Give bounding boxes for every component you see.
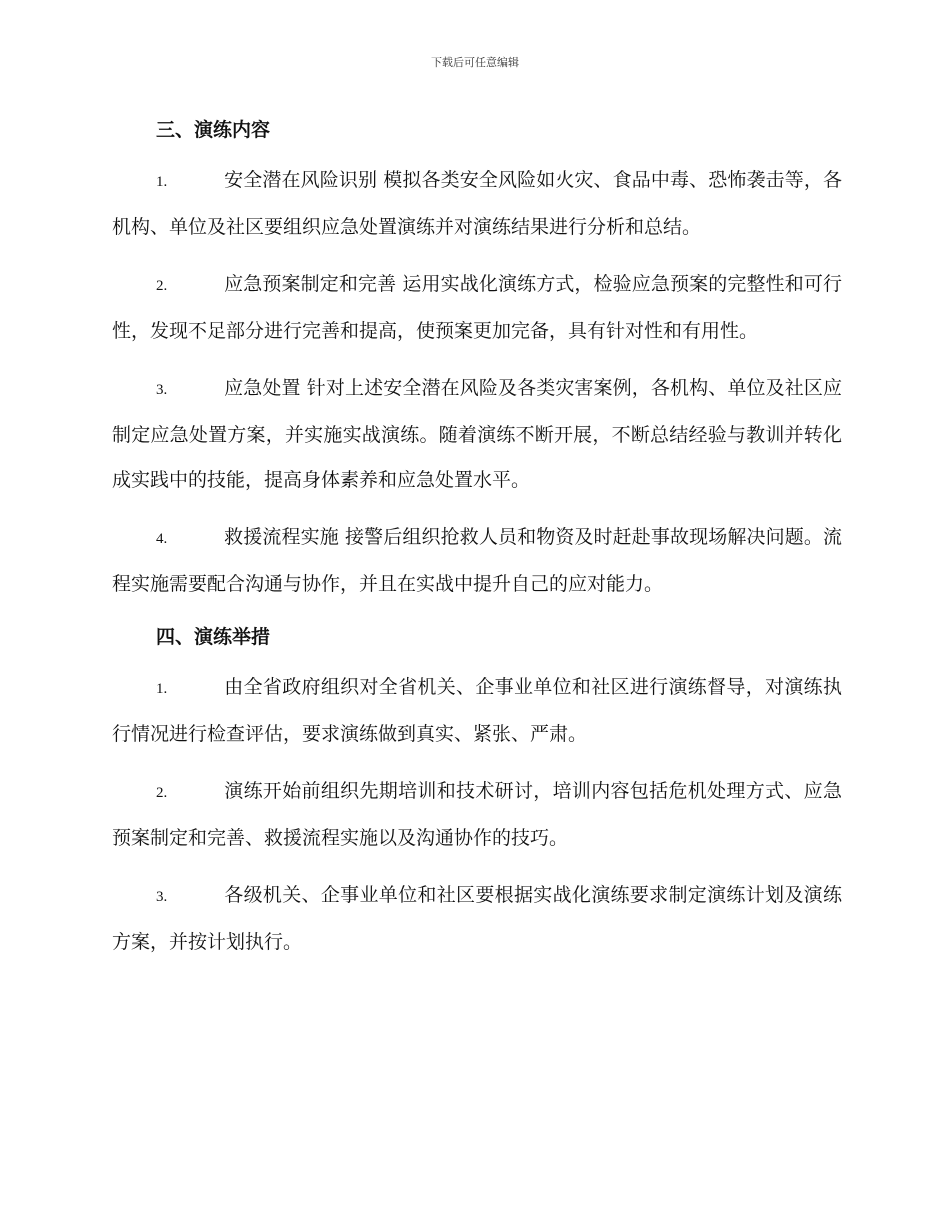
item-text: 应急处置 针对上述安全潜在风险及各类灾害案例，各机构、单位及社区应制定应急处置方案，并实施实战演练。随着演练不断开展，不断总结经验与教训并转化成实践中的技能，提高身体素养和应急处置水平。 (112, 377, 842, 491)
section-heading: 四、演练举措 (156, 626, 271, 648)
item-text: 各级机关、企事业单位和社区要根据实战化演练要求制定演练计划及演练方案，并按计划执行。 (112, 884, 842, 953)
item-text: 安全潜在风险识别 模拟各类安全风险如火灾、食品中毒、恐怖袭击等，各机构、单位及社区要组织应急处置演练并对演练结果进行分析和总结。 (112, 169, 842, 238)
item-number: 1. (156, 174, 168, 190)
list-item (112, 873, 842, 965)
item-text: 演练开始前组织先期培训和技术研讨，培训内容包括危机处理方式、应急预案制定和完善、救援流程实施以及沟通协作的技巧。 (112, 780, 842, 849)
item-number: 1. (156, 681, 168, 697)
item-number: 2. (156, 278, 168, 294)
section-drill-content (112, 112, 842, 607)
item-text: 应急预案制定和完善 运用实战化演练方式，检验应急预案的完整性和可行性，发现不足部分进行完善和提高，使预案更加完备，具有针对性和有用性。 (112, 273, 842, 342)
list-item (112, 366, 842, 503)
item-number: 4. (156, 531, 168, 547)
item-number: 2. (156, 785, 168, 801)
item-text: 由全省政府组织对全省机关、企事业单位和社区进行演练督导，对演练执行情况进行检查评估，要求演练做到真实、紧张、严肃。 (112, 676, 842, 745)
page-header-note: 下载后可任意编辑 (431, 56, 519, 69)
list-item (112, 665, 842, 757)
item-text: 救援流程实施 接警后组织抢救人员和物资及时赶赴事故现场解决问题。流程实施需要配合沟通与协作，并且在实战中提升自己的应对能力。 (112, 526, 842, 595)
item-number: 3. (156, 382, 168, 398)
section-heading: 三、演练内容 (156, 119, 271, 141)
item-number: 3. (156, 889, 168, 905)
document-body (112, 112, 842, 977)
list-item (112, 158, 842, 250)
section-drill-measures (112, 619, 842, 965)
list-item (112, 262, 842, 354)
list-item (112, 769, 842, 861)
list-item (112, 515, 842, 607)
